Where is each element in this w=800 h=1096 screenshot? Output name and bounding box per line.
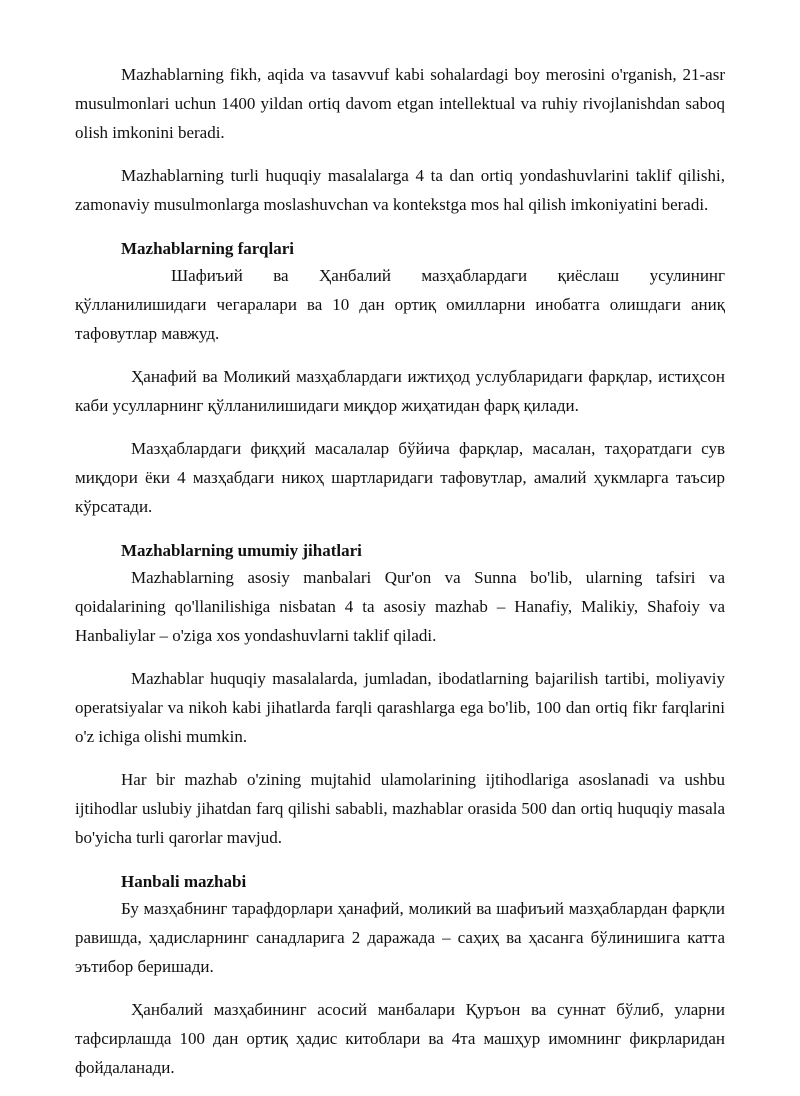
intro-paragraph-1: Mazhablarning fikh, aqida va tasavvuf kabi sohalardagi boy merosini o'rganish, 21-asr musulmonlari uchun 1400 yildan ortiq davom etgan intellektual va ruhiy rivojlanishdan saboq olish imkonini beradi.	[75, 65, 725, 142]
section-common-paragraph-2: Mazhablar huquqiy masalalarda, jumladan, ibodatlarning bajarilish tartibi, moliyaviy operatsiyalar va nikoh kabi jihatlarda farqli qarashlarga ega bo'lib, 100 dan ortiq fikr farqlarini o'z ichiga olishi mumkin.	[75, 669, 725, 746]
section-differences-paragraph-3: Мазҳаблардаги фиқҳий масалалар бўйича фарқлар, масалан, таҳоратдаги сув миқдори ёки 4 мазҳабдаги никоҳ шартларидаги тафовутлар, амалий ҳукмларга таъсир кўрсатади.	[75, 439, 725, 516]
intro-paragraph-2: Mazhablarning turli huquqiy masalalarga 4 ta dan ortiq yondashuvlarini taklif qilishi, zamonaviy musulmonlarga moslashuvchan va kontekstga mos hal qilish imkoniyatini beradi.	[75, 166, 725, 214]
section-common-paragraph-1: Mazhablarning asosiy manbalari Qur'on va Sunna bo'lib, ularning tafsiri va qoidalarining qo'llanilishiga nisbatan 4 ta asosiy mazhab – Hanafiy, Malikiy, Shafoiy va Hanbaliylar – o'ziga xos yondashuvlarni taklif qiladi.	[75, 568, 725, 645]
section-heading-differences: Mazhablarning farqlari	[121, 239, 294, 258]
section-differences	[75, 237, 725, 521]
section-hanbali	[75, 870, 725, 1082]
section-heading-common-aspects: Mazhablarning umumiy jihatlari	[121, 541, 362, 560]
section-common-aspects	[75, 539, 725, 852]
section-differences-paragraph-2: Ҳанафий ва Моликий мазҳаблардаги ижтиҳод услубларидаги фарқлар, истиҳсон каби усулларнинг қўлланилишидаги миқдор жиҳатидан фарқ қилади.	[75, 367, 725, 415]
section-hanbali-paragraph-1: Бу мазҳабнинг тарафдорлари ҳанафий, моликий ва шафиъий мазҳаблардан фарқли равишда, ҳадисларнинг санадларига 2 даражада – саҳиҳ ва ҳасанга бўлинишига катта эътибор беришади.	[75, 899, 725, 976]
document-page	[75, 60, 725, 1096]
section-hanbali-paragraph-2: Ҳанбалий мазҳабининг асосий манбалари Қуръон ва суннат бўлиб, уларни тафсирлашда 100 дан ортиқ ҳадис китоблари ва 4та машҳур имомнинг фикрларидан фойдаланади.	[75, 1000, 725, 1077]
section-differences-paragraph-1: Шафиъий ва Ҳанбалий мазҳаблардаги қиёслаш усулининг қўлланилишидаги чегаралари ва 10 дан ортиқ омилларни инобатга олишдаги аниқ тафовутлар мавжуд.	[75, 266, 725, 343]
section-heading-hanbali: Hanbali mazhabi	[121, 872, 247, 891]
section-common-paragraph-3: Har bir mazhab o'zining mujtahid ulamolarining ijtihodlariga asoslanadi va ushbu ijtihodlar uslubiy jihatdan farq qilishi sababli, mazhablar orasida 500 dan ortiq huquqiy masala bo'yicha turli qarorlar mavjud.	[75, 770, 725, 847]
